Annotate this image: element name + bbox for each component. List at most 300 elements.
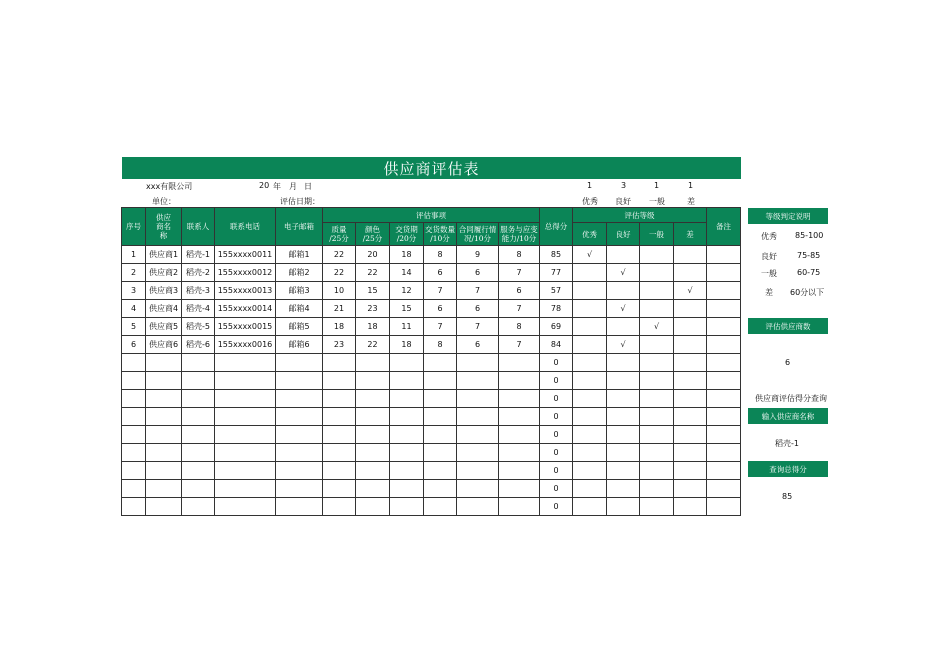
col-header-grade-3: 一般 [640,223,674,246]
cell-no[interactable] [122,372,146,390]
cell-contact[interactable] [182,498,215,516]
cell-grade-4[interactable] [674,444,707,462]
cell-grade-3[interactable] [640,336,674,354]
cell-total[interactable]: 0 [540,390,573,408]
cell-score-3[interactable]: 18 [390,246,424,264]
cell-no[interactable]: 5 [122,318,146,336]
cell-score-3[interactable]: 12 [390,282,424,300]
cell-contact[interactable]: 稻壳-3 [182,282,215,300]
cell-grade-1[interactable] [573,462,607,480]
cell-grade-1[interactable] [573,354,607,372]
cell-grade-1[interactable] [573,426,607,444]
cell-remark[interactable] [707,480,741,498]
cell-grade-2[interactable] [607,282,640,300]
cell-email[interactable] [276,426,323,444]
cell-no[interactable]: 2 [122,264,146,282]
cell-contact[interactable]: 稻壳-1 [182,246,215,264]
cell-no[interactable] [122,354,146,372]
cell-score-6[interactable] [499,372,540,390]
cell-contact[interactable]: 稻壳-4 [182,300,215,318]
cell-supplier[interactable] [146,390,182,408]
cell-score-3[interactable] [390,372,424,390]
col-header-remark: 备注 [707,208,741,246]
cell-remark[interactable] [707,282,741,300]
cell-remark[interactable] [707,444,741,462]
cell-phone[interactable]: 155xxxx0011 [215,246,276,264]
table-row [122,264,741,282]
cell-grade-2[interactable] [607,480,640,498]
day-label: 日 [304,182,312,191]
cell-score-3[interactable]: 15 [390,300,424,318]
cell-grade-4[interactable] [674,336,707,354]
cell-score-3[interactable] [390,462,424,480]
cell-score-5[interactable]: 6 [457,300,499,318]
cell-score-1[interactable]: 18 [323,318,356,336]
table-row [122,480,741,498]
cell-remark[interactable] [707,462,741,480]
cell-score-6[interactable] [499,498,540,516]
supplier-count-value: 6 [785,358,791,367]
total-score-title: 查询总得分 [748,461,828,477]
cell-score-2[interactable] [356,426,390,444]
cell-grade-1[interactable] [573,408,607,426]
cell-grade-4[interactable] [674,480,707,498]
cell-phone[interactable] [215,480,276,498]
cell-grade-2[interactable] [607,498,640,516]
cell-total[interactable]: 84 [540,336,573,354]
cell-grade-1[interactable]: √ [573,246,607,264]
cell-supplier[interactable]: 供应商1 [146,246,182,264]
cell-grade-3[interactable] [640,408,674,426]
cell-score-2[interactable]: 18 [356,318,390,336]
cell-grade-3[interactable] [640,354,674,372]
cell-phone[interactable]: 155xxxx0013 [215,282,276,300]
table-row [122,336,741,354]
cell-total[interactable]: 0 [540,480,573,498]
cell-score-1[interactable] [323,426,356,444]
cell-grade-2[interactable]: √ [607,300,640,318]
cell-score-4[interactable] [424,354,457,372]
cell-score-1[interactable] [323,354,356,372]
cell-grade-4[interactable] [674,462,707,480]
cell-score-5[interactable] [457,390,499,408]
cell-grade-4[interactable] [674,372,707,390]
cell-no[interactable]: 3 [122,282,146,300]
cell-score-2[interactable]: 22 [356,264,390,282]
cell-grade-4[interactable] [674,390,707,408]
grade-rule-range: 60分以下 [790,288,825,297]
cell-grade-4[interactable] [674,408,707,426]
cell-score-6[interactable] [499,444,540,462]
cell-score-4[interactable]: 7 [424,282,457,300]
cell-phone[interactable]: 155xxxx0016 [215,336,276,354]
table-row [122,444,741,462]
cell-grade-4[interactable] [674,264,707,282]
cell-score-3[interactable] [390,426,424,444]
cell-grade-3[interactable] [640,300,674,318]
cell-no[interactable]: 1 [122,246,146,264]
cell-grade-2[interactable] [607,246,640,264]
col-header-item-line2: /25分 [362,234,383,243]
cell-score-1[interactable] [323,462,356,480]
cell-grade-1[interactable] [573,498,607,516]
col-group-grade: 评估等级 [573,208,707,223]
cell-remark[interactable] [707,354,741,372]
cell-score-5[interactable] [457,372,499,390]
cell-remark[interactable] [707,300,741,318]
cell-email[interactable] [276,480,323,498]
cell-score-4[interactable] [424,498,457,516]
cell-grade-1[interactable] [573,282,607,300]
cell-score-5[interactable] [457,462,499,480]
cell-contact[interactable] [182,426,215,444]
cell-total[interactable]: 77 [540,264,573,282]
cell-score-1[interactable] [323,372,356,390]
cell-score-6[interactable]: 8 [499,318,540,336]
cell-phone[interactable] [215,372,276,390]
cell-score-6[interactable]: 7 [499,300,540,318]
cell-email[interactable]: 邮箱1 [276,246,323,264]
cell-email[interactable] [276,408,323,426]
cell-no[interactable] [122,444,146,462]
cell-total[interactable]: 0 [540,408,573,426]
cell-email[interactable] [276,372,323,390]
cell-phone[interactable] [215,354,276,372]
cell-contact[interactable] [182,390,215,408]
cell-total[interactable]: 85 [540,246,573,264]
col-header-item-line2: /20分 [396,234,417,243]
cell-score-4[interactable] [424,372,457,390]
cell-score-4[interactable]: 7 [424,318,457,336]
cell-supplier[interactable]: 供应商6 [146,336,182,354]
col-header-supplier [146,208,182,246]
cell-remark[interactable] [707,498,741,516]
cell-score-3[interactable] [390,444,424,462]
cell-grade-1[interactable] [573,336,607,354]
cell-total[interactable]: 0 [540,444,573,462]
cell-remark[interactable] [707,264,741,282]
cell-supplier[interactable]: 供应商5 [146,318,182,336]
col-header-item-6 [499,223,540,246]
grade-rule-label: 差 [765,288,773,297]
cell-supplier[interactable] [146,462,182,480]
cell-supplier[interactable] [146,354,182,372]
cell-grade-2[interactable] [607,444,640,462]
cell-remark[interactable] [707,318,741,336]
cell-grade-1[interactable] [573,300,607,318]
cell-grade-1[interactable] [573,390,607,408]
cell-score-2[interactable] [356,498,390,516]
cell-email[interactable]: 邮箱3 [276,282,323,300]
col-header-item-1 [323,223,356,246]
cell-score-1[interactable]: 23 [323,336,356,354]
cell-no[interactable] [122,462,146,480]
table-row [122,318,741,336]
cell-score-4[interactable] [424,390,457,408]
cell-grade-1[interactable] [573,480,607,498]
cell-remark[interactable] [707,426,741,444]
cell-score-2[interactable] [356,390,390,408]
cell-grade-2[interactable] [607,354,640,372]
cell-score-6[interactable]: 6 [499,282,540,300]
cell-grade-4[interactable] [674,318,707,336]
cell-score-5[interactable] [457,498,499,516]
cell-phone[interactable]: 155xxxx0012 [215,264,276,282]
cell-email[interactable] [276,354,323,372]
cell-grade-3[interactable] [640,462,674,480]
cell-score-1[interactable] [323,444,356,462]
col-header-item-line2: /10分 [430,234,450,243]
cell-email[interactable] [276,462,323,480]
cell-no[interactable]: 6 [122,336,146,354]
cell-contact[interactable]: 稻壳-2 [182,264,215,282]
cell-score-2[interactable]: 15 [356,282,390,300]
col-header-item-line2: /25分 [329,234,349,243]
table-row [122,372,741,390]
cell-no[interactable] [122,408,146,426]
cell-grade-1[interactable] [573,372,607,390]
cell-grade-4[interactable] [674,426,707,444]
cell-grade-3[interactable] [640,264,674,282]
col-header-supplier-text: 供应商名称 [156,213,171,240]
cell-score-5[interactable] [457,354,499,372]
cell-score-3[interactable]: 11 [390,318,424,336]
cell-total[interactable]: 0 [540,462,573,480]
cell-score-3[interactable] [390,480,424,498]
cell-score-5[interactable] [457,426,499,444]
cell-score-6[interactable] [499,426,540,444]
cell-supplier[interactable] [146,372,182,390]
cell-total[interactable]: 0 [540,354,573,372]
table-row [122,498,741,516]
cell-phone[interactable]: 155xxxx0015 [215,318,276,336]
cell-score-6[interactable]: 7 [499,264,540,282]
cell-total[interactable]: 0 [540,372,573,390]
cell-score-5[interactable] [457,444,499,462]
cell-supplier[interactable]: 供应商3 [146,282,182,300]
cell-score-1[interactable]: 22 [323,246,356,264]
cell-grade-3[interactable] [640,282,674,300]
cell-grade-3[interactable] [640,426,674,444]
company-name[interactable]: xxx有限公司 [146,182,193,191]
cell-supplier[interactable]: 供应商4 [146,300,182,318]
cell-remark[interactable] [707,408,741,426]
cell-score-2[interactable] [356,462,390,480]
cell-score-2[interactable] [356,408,390,426]
col-header-item-line1: 质量 [331,225,347,234]
cell-score-4[interactable]: 6 [424,264,457,282]
cell-supplier[interactable]: 供应商2 [146,264,182,282]
cell-remark[interactable] [707,336,741,354]
cell-score-4[interactable] [424,480,457,498]
cell-grade-3[interactable]: √ [640,318,674,336]
cell-no[interactable] [122,426,146,444]
cell-total[interactable]: 69 [540,318,573,336]
cell-score-4[interactable] [424,462,457,480]
cell-remark[interactable] [707,246,741,264]
cell-phone[interactable] [215,408,276,426]
cell-score-1[interactable] [323,390,356,408]
col-header-total: 总得分 [540,208,573,246]
cell-score-1[interactable] [323,408,356,426]
cell-contact[interactable] [182,480,215,498]
table-row [122,462,741,480]
cell-score-2[interactable] [356,444,390,462]
cell-score-4[interactable]: 6 [424,300,457,318]
cell-contact[interactable] [182,372,215,390]
cell-score-3[interactable] [390,354,424,372]
cell-grade-4[interactable] [674,498,707,516]
col-header-email: 电子邮箱 [276,208,323,246]
col-group-items: 评估事项 [323,208,540,223]
cell-score-2[interactable]: 23 [356,300,390,318]
cell-contact[interactable] [182,444,215,462]
col-header-contact: 联系人 [182,208,215,246]
cell-total[interactable]: 0 [540,426,573,444]
table-row [122,300,741,318]
cell-score-1[interactable] [323,498,356,516]
cell-supplier[interactable] [146,444,182,462]
cell-grade-2[interactable] [607,318,640,336]
cell-grade-2[interactable] [607,390,640,408]
cell-contact[interactable]: 稻壳-5 [182,318,215,336]
cell-phone[interactable] [215,426,276,444]
cell-score-5[interactable] [457,480,499,498]
cell-score-4[interactable] [424,444,457,462]
cell-total[interactable]: 78 [540,300,573,318]
cell-grade-3[interactable] [640,246,674,264]
cell-email[interactable]: 邮箱6 [276,336,323,354]
cell-score-2[interactable] [356,354,390,372]
col-header-no: 序号 [122,208,146,246]
year-prefix[interactable]: 20 [259,181,270,190]
cell-score-3[interactable] [390,408,424,426]
cell-grade-2[interactable] [607,426,640,444]
cell-score-5[interactable]: 6 [457,264,499,282]
cell-score-6[interactable] [499,390,540,408]
cell-email[interactable] [276,444,323,462]
cell-grade-2[interactable] [607,408,640,426]
cell-grade-3[interactable] [640,480,674,498]
cell-score-3[interactable]: 14 [390,264,424,282]
cell-no[interactable] [122,480,146,498]
cell-email[interactable] [276,390,323,408]
cell-no[interactable] [122,498,146,516]
cell-total[interactable]: 57 [540,282,573,300]
cell-score-5[interactable]: 7 [457,282,499,300]
table-row [122,390,741,408]
cell-grade-4[interactable]: √ [674,282,707,300]
cell-score-3[interactable]: 18 [390,336,424,354]
cell-no[interactable] [122,390,146,408]
grade-rule-label: 良好 [761,252,777,261]
cell-score-4[interactable]: 8 [424,246,457,264]
cell-email[interactable]: 邮箱2 [276,264,323,282]
cell-score-1[interactable]: 22 [323,264,356,282]
supplier-name-input[interactable]: 稻壳-1 [775,439,799,448]
cell-score-4[interactable] [424,426,457,444]
cell-email[interactable]: 邮箱4 [276,300,323,318]
col-header-item-line1: 交货数量 [425,225,455,234]
cell-grade-2[interactable] [607,462,640,480]
cell-score-2[interactable] [356,480,390,498]
cell-score-3[interactable] [390,390,424,408]
cell-grade-1[interactable] [573,444,607,462]
count-poor: 1 [688,181,694,190]
cell-supplier[interactable] [146,426,182,444]
cell-grade-3[interactable] [640,498,674,516]
cell-phone[interactable] [215,390,276,408]
cell-score-6[interactable]: 7 [499,336,540,354]
cell-grade-4[interactable] [674,354,707,372]
unit-label: 单位： [152,197,176,206]
cell-contact[interactable] [182,462,215,480]
cell-score-5[interactable]: 6 [457,336,499,354]
cell-score-6[interactable] [499,480,540,498]
cell-remark[interactable] [707,390,741,408]
cell-grade-3[interactable] [640,390,674,408]
cell-email[interactable]: 邮箱5 [276,318,323,336]
count-excellent: 1 [587,181,593,190]
table-row [122,408,741,426]
cell-grade-2[interactable]: √ [607,336,640,354]
cell-grade-4[interactable] [674,300,707,318]
cell-score-4[interactable] [424,408,457,426]
cell-score-4[interactable]: 8 [424,336,457,354]
cell-supplier[interactable] [146,408,182,426]
cell-grade-1[interactable] [573,318,607,336]
grade-rules-title: 等级判定说明 [748,208,828,224]
cell-score-6[interactable] [499,408,540,426]
cell-contact[interactable] [182,354,215,372]
cell-score-6[interactable] [499,354,540,372]
cell-no[interactable]: 4 [122,300,146,318]
cell-contact[interactable]: 稻壳-6 [182,336,215,354]
cell-score-2[interactable]: 20 [356,246,390,264]
cell-grade-2[interactable]: √ [607,264,640,282]
col-header-item-5 [457,223,499,246]
cell-remark[interactable] [707,372,741,390]
cell-score-2[interactable]: 22 [356,336,390,354]
cell-grade-2[interactable] [607,372,640,390]
cell-score-1[interactable]: 10 [323,282,356,300]
cell-phone[interactable]: 155xxxx0014 [215,300,276,318]
cell-phone[interactable] [215,498,276,516]
cell-score-2[interactable] [356,372,390,390]
cell-phone[interactable] [215,444,276,462]
cell-total[interactable]: 0 [540,498,573,516]
cell-score-5[interactable]: 7 [457,318,499,336]
cell-grade-3[interactable] [640,372,674,390]
count-fair: 1 [654,181,660,190]
cell-score-3[interactable] [390,498,424,516]
cell-supplier[interactable] [146,480,182,498]
cell-grade-3[interactable] [640,444,674,462]
cell-phone[interactable] [215,462,276,480]
cell-supplier[interactable] [146,498,182,516]
cell-grade-4[interactable] [674,246,707,264]
col-header-grade-4: 差 [674,223,707,246]
cell-grade-1[interactable] [573,264,607,282]
cell-contact[interactable] [182,408,215,426]
cell-score-5[interactable]: 9 [457,246,499,264]
cell-score-1[interactable]: 21 [323,300,356,318]
cell-score-6[interactable]: 8 [499,246,540,264]
cell-score-5[interactable] [457,408,499,426]
cell-email[interactable] [276,498,323,516]
cell-score-6[interactable] [499,462,540,480]
cell-score-1[interactable] [323,480,356,498]
